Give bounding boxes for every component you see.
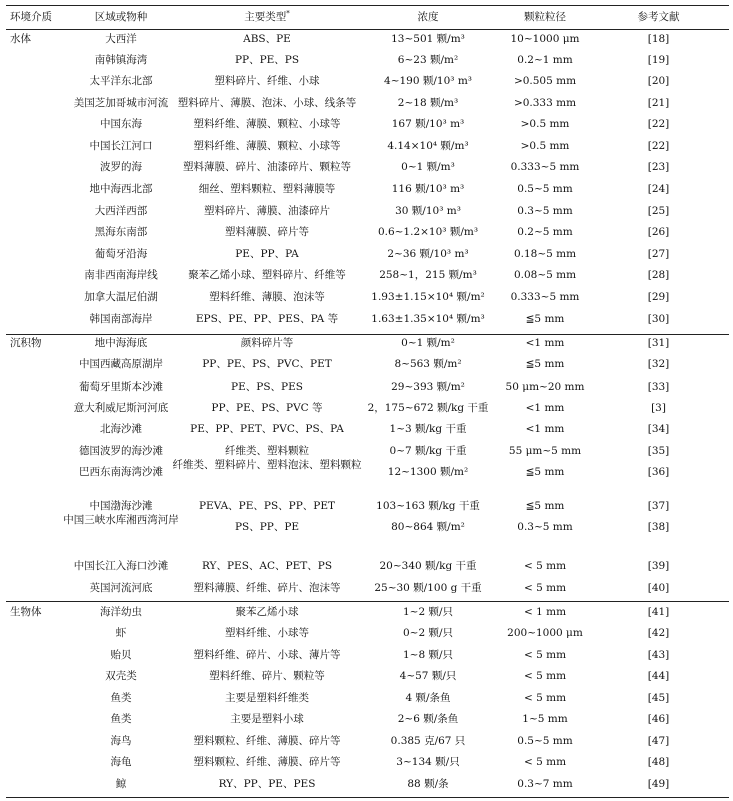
cell-region: 中国长江入海口沙滩 xyxy=(73,560,169,572)
cell-type: 塑料纤维、碎片、小球、薄片等 xyxy=(193,649,341,661)
cell-concentration: 12~1300 颗/m² xyxy=(387,466,469,478)
env-label: 水体 xyxy=(10,33,31,45)
cell-region: 海龟 xyxy=(110,756,132,768)
cell-region: 波罗的海 xyxy=(100,161,142,173)
cell-reference: [25] xyxy=(647,205,670,217)
cell-size: <1 mm xyxy=(525,402,565,414)
cell-type: PEVA、PE、PS、PP、PET xyxy=(198,500,336,512)
cell-reference: [27] xyxy=(647,248,670,260)
cell-type: RY、PP、PE、PES xyxy=(218,778,316,790)
cell-type: 主要是塑料小球 xyxy=(230,713,304,725)
header-size: 颗粒粒径 xyxy=(524,11,566,23)
cell-reference: [32] xyxy=(647,358,670,370)
cell-concentration: 80~864 颗/m² xyxy=(391,521,465,533)
cell-concentration: 0~2 颗/只 xyxy=(402,627,454,639)
cell-size: ≦5 mm xyxy=(525,358,565,370)
cell-concentration: 103~163 颗/kg 干重 xyxy=(376,500,480,512)
cell-type: 纤维类、塑料碎片、塑料泡沫、塑料颗粒 xyxy=(172,459,362,471)
cell-reference: [35] xyxy=(647,445,670,457)
cell-type: PE、PP、PET、PVC、PS、PA xyxy=(190,423,344,435)
cell-region: 南非西南海岸线 xyxy=(84,269,158,281)
cell-region: 黑海东南部 xyxy=(94,226,148,238)
cell-region: 德国波罗的海沙滩 xyxy=(79,445,163,457)
cell-concentration: 1~3 颗/kg 干重 xyxy=(389,423,467,435)
cell-region: 中国渤海沙滩 xyxy=(89,500,153,512)
cell-reference: [43] xyxy=(647,649,670,661)
cell-region: 巴西东南海湾沙滩 xyxy=(79,466,163,478)
cell-size: 10~1000 μm xyxy=(510,33,580,45)
cell-type: 颜料碎片等 xyxy=(240,337,294,349)
header-type-label: 主要类型 xyxy=(244,11,287,23)
cell-concentration: 0~1 颗/m³ xyxy=(401,161,455,173)
cell-concentration: 4~190 颗/10³ m³ xyxy=(384,75,472,87)
cell-type: 塑料颗粒、纤维、薄膜、碎片等 xyxy=(193,735,341,747)
cell-reference: [44] xyxy=(647,670,670,682)
cell-reference: [22] xyxy=(647,118,670,130)
cell-concentration: 29~393 颗/m² xyxy=(391,381,465,393)
cell-type: PP、PE、PS xyxy=(234,54,300,66)
cell-reference: [46] xyxy=(647,713,670,725)
cell-region: 葡萄牙沿海 xyxy=(94,248,148,260)
cell-reference: [36] xyxy=(647,466,670,478)
cell-region: 英国河流河底 xyxy=(89,582,153,594)
cell-size: < 5 mm xyxy=(523,670,567,682)
cell-reference: [48] xyxy=(647,756,670,768)
cell-region: 大西洋西部 xyxy=(94,205,148,217)
group-rule xyxy=(6,601,729,602)
table-top-rule xyxy=(6,5,729,6)
cell-reference: [41] xyxy=(647,606,670,618)
cell-size: ≦5 mm xyxy=(525,466,565,478)
cell-concentration: 258~1，215 颗/m³ xyxy=(379,269,477,281)
cell-size: < 5 mm xyxy=(523,756,567,768)
header-rule xyxy=(6,29,729,30)
cell-size: 0.08~5 mm xyxy=(513,269,577,281)
cell-region: 贻贝 xyxy=(110,649,132,661)
cell-reference: [30] xyxy=(647,313,670,325)
cell-type: 塑料薄膜、纤维、碎片、泡沫等 xyxy=(193,582,341,594)
cell-type: 塑料颗粒、纤维、薄膜、碎片等 xyxy=(193,756,341,768)
cell-region: 大西洋 xyxy=(105,33,137,45)
cell-type: PP、PE、PS、PVC 等 xyxy=(211,402,323,414)
cell-concentration: 88 颗/条 xyxy=(407,778,449,790)
cell-reference: [23] xyxy=(647,161,670,173)
cell-size: < 5 mm xyxy=(523,649,567,661)
cell-type: PE、PS、PES xyxy=(231,381,303,393)
header-region: 区域或物种 xyxy=(94,11,148,23)
cell-size: <1 mm xyxy=(525,337,565,349)
cell-size: < 5 mm xyxy=(523,560,567,572)
cell-size: 0.18~5 mm xyxy=(513,248,577,260)
cell-concentration: 1.63±1.35×10⁴ 颗/m³ xyxy=(371,313,485,325)
header-type xyxy=(172,11,362,24)
cell-region: 鲸 xyxy=(115,778,127,790)
cell-size: < 1 mm xyxy=(523,606,567,618)
cell-size: < 5 mm xyxy=(523,582,567,594)
cell-size: ≦5 mm xyxy=(525,500,565,512)
cell-concentration: 30 颗/10³ m³ xyxy=(395,205,461,217)
cell-type: 塑料纤维、碎片、颗粒等 xyxy=(209,670,325,682)
cell-region: 中国三峡水库湘西湾河岸 xyxy=(63,514,179,526)
cell-region: 地中海西北部 xyxy=(89,183,153,195)
group-rule xyxy=(6,334,729,335)
cell-reference: [29] xyxy=(647,291,670,303)
cell-size: >0.505 mm xyxy=(513,75,577,87)
cell-type: PS、PP、PE xyxy=(234,521,300,533)
cell-concentration: 2~6 颗/条鱼 xyxy=(397,713,459,725)
cell-size: 55 μm~5 mm xyxy=(508,445,582,457)
cell-concentration: 2~36 颗/10³ m³ xyxy=(387,248,469,260)
cell-region: 鱼类 xyxy=(110,692,132,704)
cell-size: >0.5 mm xyxy=(520,118,570,130)
cell-type: PP、PE、PS、PVC、PET xyxy=(202,358,332,370)
cell-size: >0.333 mm xyxy=(513,97,577,109)
cell-concentration: 4.14×10⁴ 颗/m³ xyxy=(387,140,469,152)
cell-reference: [49] xyxy=(647,778,670,790)
cell-type: ABS、PE xyxy=(243,33,291,45)
cell-reference: [21] xyxy=(647,97,670,109)
cell-type: 塑料薄膜、碎片、油漆碎片、颗粒等 xyxy=(183,161,351,173)
cell-concentration: 116 颗/10³ m³ xyxy=(391,183,465,195)
cell-region: 中国西藏高原湖岸 xyxy=(79,358,163,370)
cell-reference: [19] xyxy=(647,54,670,66)
cell-region: 鱼类 xyxy=(110,713,132,725)
cell-type: PE、PP、PA xyxy=(235,248,299,260)
cell-region: 北海沙滩 xyxy=(100,423,142,435)
header-conc: 浓度 xyxy=(417,11,439,23)
cell-type: EPS、PE、PP、PES、PA 等 xyxy=(195,313,339,325)
cell-concentration: 8~563 颗/m² xyxy=(394,358,462,370)
env-label: 沉积物 xyxy=(10,337,42,349)
cell-region: 海鸟 xyxy=(110,735,132,747)
cell-region: 中国长江河口 xyxy=(89,140,153,152)
cell-type: 聚苯乙烯小球、塑料碎片、纤维等 xyxy=(188,269,346,281)
cell-size: 0.333~5 mm xyxy=(510,161,580,173)
cell-concentration: 1~2 颗/只 xyxy=(402,606,454,618)
cell-reference: [31] xyxy=(647,337,670,349)
cell-reference: [22] xyxy=(647,140,670,152)
cell-reference: [26] xyxy=(647,226,670,238)
cell-reference: [28] xyxy=(647,269,670,281)
cell-type: 塑料碎片、薄膜、油漆碎片 xyxy=(204,205,330,217)
cell-reference: [18] xyxy=(647,33,670,45)
cell-region: 意大利威尼斯河河底 xyxy=(73,402,169,414)
cell-concentration: 4 颗/条鱼 xyxy=(405,692,451,704)
cell-reference: [42] xyxy=(647,627,670,639)
cell-size: 0.5~5 mm xyxy=(517,735,573,747)
cell-concentration: 25~30 颗/100 g 干重 xyxy=(374,582,482,594)
cell-reference: [33] xyxy=(647,381,670,393)
cell-concentration: 0~7 颗/kg 干重 xyxy=(389,445,467,457)
header-ref: 参考文献 xyxy=(637,11,680,23)
cell-type: 纤维类、塑料颗粒 xyxy=(225,445,309,457)
cell-type: 塑料纤维、小球等 xyxy=(225,627,309,639)
group-rule xyxy=(6,797,729,798)
cell-reference: [24] xyxy=(647,183,670,195)
cell-size: 0.3~5 mm xyxy=(517,205,573,217)
cell-concentration: 13~501 颗/m³ xyxy=(391,33,465,45)
cell-size: >0.5 mm xyxy=(520,140,570,152)
cell-region: 葡萄牙里斯本沙滩 xyxy=(79,381,163,393)
cell-size: 0.2~1 mm xyxy=(517,54,573,66)
cell-size: < 5 mm xyxy=(523,692,567,704)
cell-type: 塑料纤维、薄膜、颗粒、小球等 xyxy=(193,118,341,130)
cell-region: 韩国南部海岸 xyxy=(89,313,153,325)
cell-concentration: 167 颗/10³ m³ xyxy=(391,118,465,130)
cell-type: 聚苯乙烯小球 xyxy=(235,606,299,618)
cell-reference: [40] xyxy=(647,582,670,594)
cell-reference: [47] xyxy=(647,735,670,747)
cell-reference: [39] xyxy=(647,560,670,572)
cell-reference: [45] xyxy=(647,692,670,704)
cell-size: 0.2~5 mm xyxy=(517,226,573,238)
cell-region: 美国芝加哥城市河流 xyxy=(73,97,169,109)
cell-region: 双壳类 xyxy=(105,670,137,682)
cell-region: 太平洋东北部 xyxy=(89,75,153,87)
cell-concentration: 0.6~1.2×10³ 颗/m³ xyxy=(377,226,479,238)
cell-type: 塑料纤维、薄膜、泡沫等 xyxy=(209,291,325,303)
cell-type: 主要是塑料纤维类 xyxy=(225,692,309,704)
cell-concentration: 2~18 颗/m³ xyxy=(397,97,459,109)
cell-region: 南韩镇海湾 xyxy=(94,54,148,66)
cell-type: 塑料薄膜、碎片等 xyxy=(225,226,309,238)
cell-concentration: 3~134 颗/只 xyxy=(396,756,460,768)
cell-size: 200~1000 μm xyxy=(507,627,583,639)
cell-region: 中国东海 xyxy=(100,118,142,130)
cell-type: 塑料碎片、薄膜、泡沫、小球、线条等 xyxy=(177,97,357,109)
cell-concentration: 6~23 颗/m² xyxy=(397,54,459,66)
cell-type: RY、PES、AC、PET、PS xyxy=(201,560,333,572)
cell-concentration: 0.385 克/67 只 xyxy=(390,735,466,747)
cell-concentration: 4~57 颗/只 xyxy=(399,670,457,682)
cell-size: 1~5 mm xyxy=(522,713,568,725)
cell-reference: [3] xyxy=(651,402,666,414)
cell-region: 海洋幼虫 xyxy=(100,606,142,618)
cell-region: 地中海海底 xyxy=(94,337,148,349)
cell-region: 虾 xyxy=(115,627,127,639)
cell-size: 0.5~5 mm xyxy=(517,183,573,195)
cell-reference: [34] xyxy=(647,423,670,435)
cell-type: 塑料纤维、薄膜、颗粒、小球等 xyxy=(193,140,341,152)
cell-type: 塑料碎片、纤维、小球 xyxy=(214,75,320,87)
cell-reference: [37] xyxy=(647,500,670,512)
cell-concentration: 2，175~672 颗/kg 干重 xyxy=(367,402,489,414)
cell-size: 0.3~5 mm xyxy=(517,521,573,533)
cell-concentration: 1.93±1.15×10⁴ 颗/m² xyxy=(371,291,485,303)
env-label: 生物体 xyxy=(10,606,42,618)
cell-region: 加拿大温尼伯湖 xyxy=(84,291,158,303)
cell-size: ≦5 mm xyxy=(525,313,565,325)
cell-size: 0.3~7 mm xyxy=(517,778,573,790)
header-type-mark: * xyxy=(286,9,290,18)
cell-size: 0.333~5 mm xyxy=(510,291,580,303)
cell-reference: [20] xyxy=(647,75,670,87)
cell-size: <1 mm xyxy=(525,423,565,435)
cell-concentration: 0~1 颗/m² xyxy=(401,337,455,349)
cell-concentration: 20~340 颗/kg 干重 xyxy=(379,560,477,572)
cell-reference: [38] xyxy=(647,521,670,533)
cell-type: 细丝、塑料颗粒、塑料薄膜等 xyxy=(198,183,336,195)
cell-size: 50 μm~20 mm xyxy=(505,381,585,393)
cell-concentration: 1~8 颗/只 xyxy=(402,649,454,661)
header-env: 环境介质 xyxy=(10,11,52,23)
